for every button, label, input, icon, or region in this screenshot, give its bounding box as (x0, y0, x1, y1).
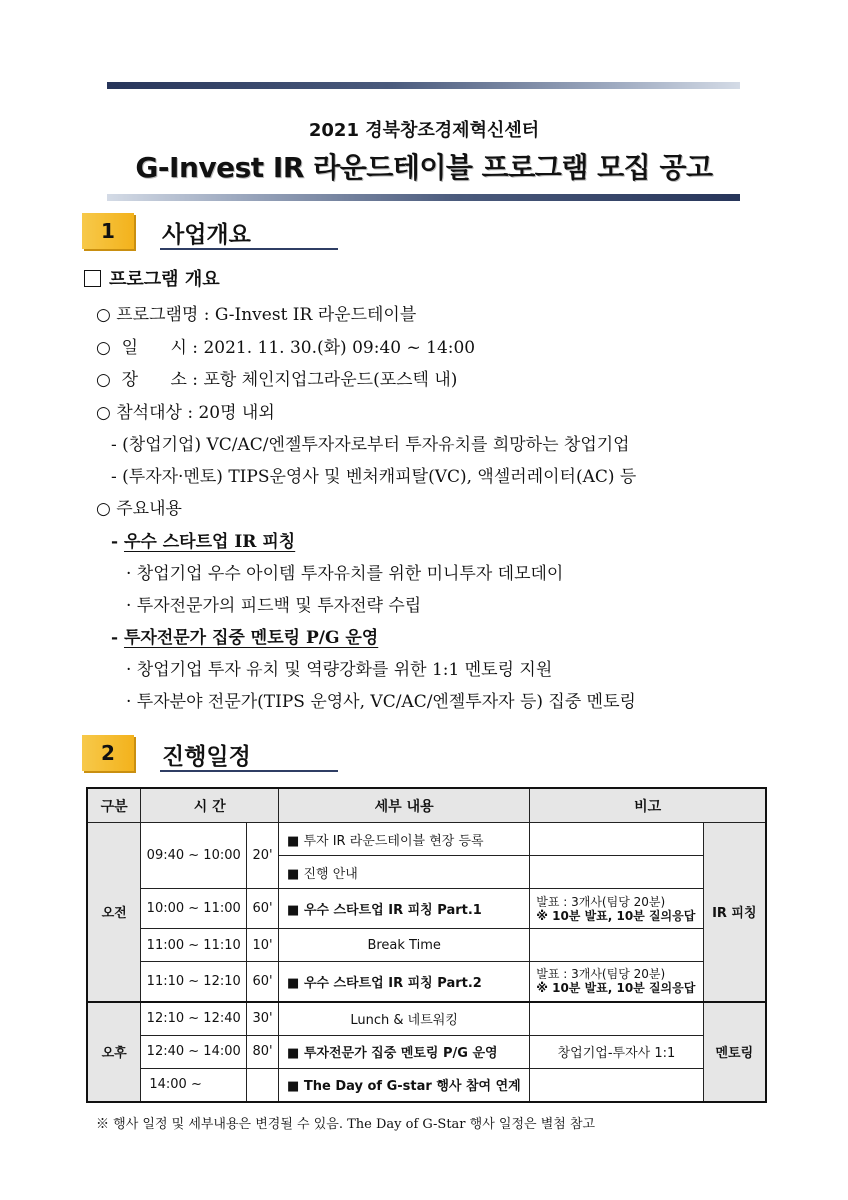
note-cell (530, 1068, 703, 1102)
detail-cell: ■ 우수 스타트업 IR 피칭 Part.1 (279, 889, 530, 929)
duration-cell (247, 1068, 279, 1102)
checkbox-icon (84, 270, 101, 287)
item-program-name: ○ 프로그램명 : G-Invest IR 라운드테이블 (96, 305, 417, 325)
side-ir-pitching: IR 피칭 (703, 823, 766, 1002)
duration-cell: 60' (247, 962, 279, 1002)
period-pm: 오후 (87, 1002, 141, 1102)
content-mentoring: - 투자전문가 집중 멘토링 P/G 운영 (111, 628, 379, 648)
content-mentoring-2: · 투자분야 전문가(TIPS 운영사, VC/AC/엔젤투자자 등) 집중 멘토링 (126, 692, 636, 712)
duration-cell: 20' (247, 823, 279, 889)
schedule-table (86, 787, 767, 1103)
note-cell: 발표 : 3개사(팀당 20분) ※ 10분 발표, 10분 질의응답 (530, 889, 703, 929)
content-ir-pitching-1: · 창업기업 우수 아이템 투자유치를 위한 미니투자 데모데이 (126, 564, 564, 584)
detail-cell: ■ 진행 안내 (279, 856, 530, 889)
section-number-1: 1 (82, 213, 134, 249)
note-cell (530, 1002, 703, 1036)
note-cell (530, 823, 703, 856)
section-underline-1 (160, 248, 338, 250)
note-cell: 창업기업-투자사 1:1 (530, 1035, 703, 1068)
header-top-bar (107, 82, 740, 89)
note-cell (530, 929, 703, 962)
document-title: G-Invest IR 라운드테이블 프로그램 모집 공고 (135, 151, 713, 184)
side-mentoring: 멘토링 (703, 1002, 766, 1102)
detail-cell: Lunch & 네트워킹 (279, 1002, 530, 1036)
item-target-startup: - (창업기업) VC/AC/엔젤투자자로부터 투자유치를 희망하는 창업기업 (111, 435, 630, 455)
section-number-2: 2 (82, 735, 134, 771)
duration-cell: 80' (247, 1035, 279, 1068)
header-bottom-bar (107, 194, 740, 201)
table-row (87, 1035, 766, 1068)
time-cell: 11:00 ~ 11:10 (141, 929, 247, 962)
time-cell: 12:40 ~ 14:00 (141, 1035, 247, 1068)
table-row (87, 1068, 766, 1102)
section-title-2: 진행일정 (162, 744, 251, 770)
table-header-row (87, 788, 766, 823)
header-category: 구분 (87, 788, 141, 823)
table-row (87, 929, 766, 962)
time-cell: 12:10 ~ 12:40 (141, 1002, 247, 1036)
duration-cell: 30' (247, 1002, 279, 1036)
table-row (87, 823, 766, 856)
section-title-1: 사업개요 (162, 222, 251, 248)
duration-cell: 60' (247, 889, 279, 929)
period-am: 오전 (87, 823, 141, 1002)
table-row (87, 962, 766, 1002)
content-ir-pitching: - 우수 스타트업 IR 피칭 (111, 532, 296, 552)
header-time: 시 간 (141, 788, 279, 823)
program-overview-heading: 프로그램 개요 (84, 265, 220, 291)
item-place: ○ 장 소 : 포항 체인지업그라운드(포스텍 내) (96, 370, 458, 390)
time-cell: 14:00 ~ (141, 1068, 247, 1102)
time-cell: 09:40 ~ 10:00 (141, 823, 247, 889)
section-underline-2 (160, 770, 338, 772)
detail-cell: ■ 우수 스타트업 IR 피칭 Part.2 (279, 962, 530, 1002)
note-cell: 발표 : 3개사(팀당 20분) ※ 10분 발표, 10분 질의응답 (530, 962, 703, 1002)
content-ir-pitching-2: · 투자전문가의 피드백 및 투자전략 수립 (126, 596, 422, 616)
time-cell: 11:10 ~ 12:10 (141, 962, 247, 1002)
detail-cell: ■ 투자 IR 라운드테이블 현장 등록 (279, 823, 530, 856)
table-row (87, 889, 766, 929)
content-mentoring-1: · 창업기업 투자 유치 및 역량강화를 위한 1:1 멘토링 지원 (126, 660, 553, 680)
item-content: ○ 주요내용 (96, 499, 182, 519)
detail-cell: Break Time (279, 929, 530, 962)
header-detail: 세부 내용 (279, 788, 530, 823)
item-date: ○ 일 시 : 2021. 11. 30.(화) 09:40 ~ 14:00 (96, 338, 476, 358)
header-note: 비고 (530, 788, 766, 823)
item-target-investor: - (투자자·멘토) TIPS운영사 및 벤처캐피탈(VC), 액셀러레이터(AC) 등 (111, 467, 637, 487)
footnote: ※ 행사 일정 및 세부내용은 변경될 수 있음. The Day of G-Star 행사 일정은 별첨 참고 (96, 1117, 596, 1132)
item-target: ○ 참석대상 : 20명 내외 (96, 403, 275, 423)
note-cell (530, 856, 703, 889)
detail-cell: ■ The Day of G-star 행사 참여 연계 (279, 1068, 530, 1102)
duration-cell: 10' (247, 929, 279, 962)
document-subtitle: 2021 경북창조경제혁신센터 (308, 120, 540, 141)
table-row (87, 1002, 766, 1036)
detail-cell: ■ 투자전문가 집중 멘토링 P/G 운영 (279, 1035, 530, 1068)
time-cell: 10:00 ~ 11:00 (141, 889, 247, 929)
